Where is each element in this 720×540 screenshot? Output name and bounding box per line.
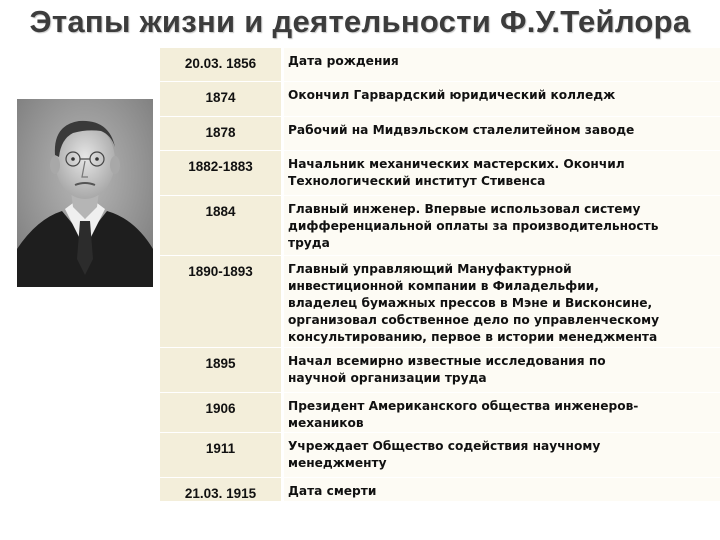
timeline-description: Начал всемирно известные исследования по научной организации труда	[284, 348, 720, 393]
timeline-row	[160, 196, 720, 256]
timeline-date: 1874	[160, 82, 281, 117]
timeline-row	[160, 433, 720, 478]
timeline-row	[160, 478, 720, 502]
timeline-date: 1890-1893	[160, 256, 281, 348]
timeline-row	[160, 348, 720, 393]
timeline-date: 1882-1883	[160, 151, 281, 196]
timeline-description: Дата смерти	[284, 478, 720, 502]
timeline-date: 21.03. 1915	[160, 478, 281, 502]
portrait-illustration	[17, 99, 153, 287]
timeline-description: Главный инженер. Впервые использовал систему дифференциальной оплаты за производительность труда	[284, 196, 720, 256]
timeline-date: 1884	[160, 196, 281, 256]
timeline-row	[160, 48, 720, 82]
timeline-date: 20.03. 1856	[160, 48, 281, 82]
timeline-date: 1895	[160, 348, 281, 393]
portrait-photo	[17, 99, 153, 287]
page-title: Этапы жизни и деятельности Ф.У.Тейлора	[29, 4, 691, 39]
timeline-row	[160, 256, 720, 348]
timeline-row	[160, 117, 720, 151]
timeline-row	[160, 393, 720, 433]
timeline-description: Начальник механических мастерских. Окончил Технологический институт Стивенса	[284, 151, 720, 196]
timeline-row	[160, 82, 720, 117]
timeline-description: Окончил Гарвардский юридический колледж	[284, 82, 720, 117]
timeline-description: Дата рождения	[284, 48, 720, 82]
timeline-description: Главный управляющий Мануфактурной инвестиционной компании в Филадельфии, владелец бумажных прессов в Мэне и Висконсине, организовал собственное дело по управленческому консультированию, первое в истории менеджмента	[284, 256, 720, 348]
timeline-date: 1906	[160, 393, 281, 433]
timeline-date: 1878	[160, 117, 281, 151]
timeline-date: 1911	[160, 433, 281, 478]
timeline-description: Рабочий на Мидвэльском сталелитейном заводе	[284, 117, 720, 151]
timeline-row	[160, 151, 720, 196]
timeline-description: Учреждает Общество содействия научному менеджменту	[284, 433, 720, 478]
timeline-table	[160, 48, 720, 505]
timeline-description: Президент Американского общества инженеров- механиков	[284, 393, 720, 433]
